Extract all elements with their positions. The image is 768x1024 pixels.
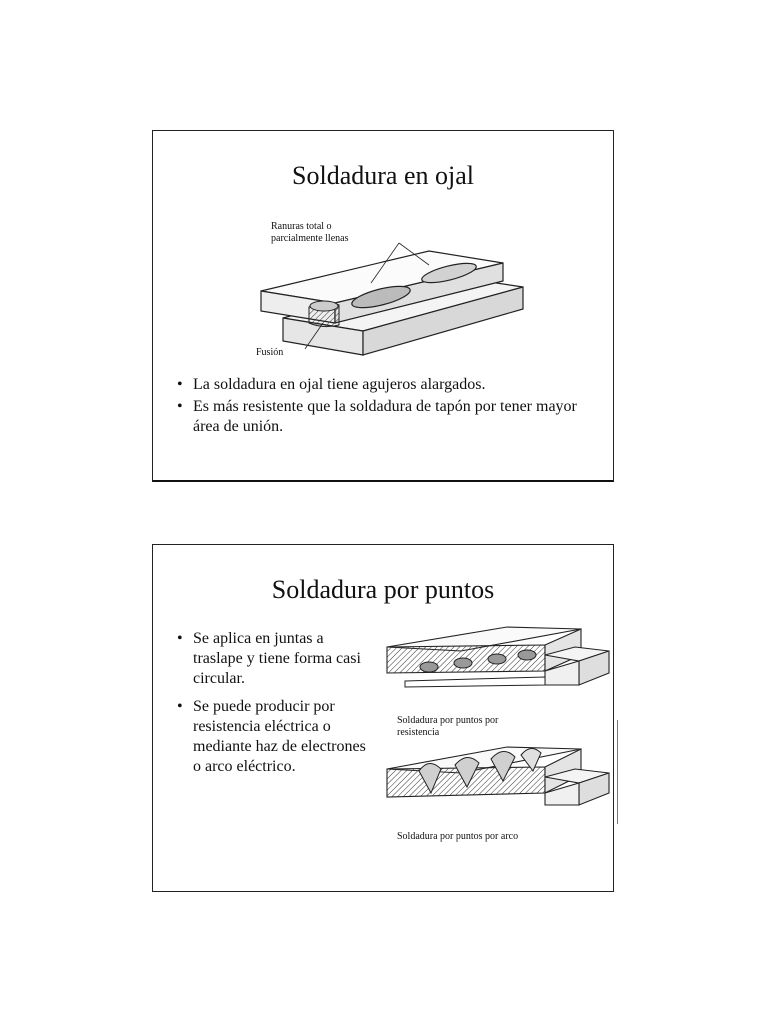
bullet-item: • Se puede producir por resistencia eléctrica o mediante haz de electrones o arco eléctrico. [173, 697, 373, 777]
bullet-item: • La soldadura en ojal tiene agujeros alargados. [173, 375, 603, 395]
slot-weld-diagram [253, 223, 533, 373]
arc-spot-weld-diagram [385, 741, 611, 817]
label-slots: Ranuras total o parcialmente llenas [271, 221, 349, 244]
caption-arc: Soldadura por puntos por arco [397, 831, 519, 842]
label-fusion: Fusión [256, 347, 284, 358]
slide-slot-weld [152, 130, 614, 482]
slide-spot-weld [152, 544, 614, 892]
slide-title: Soldadura por puntos [271, 575, 495, 604]
bullet-item: • Se aplica en juntas a traslape y tiene forma casi circular. [173, 629, 373, 689]
scan-edge-mark [617, 720, 618, 824]
slide-title: Soldadura en ojal [292, 161, 474, 190]
bullet-item: • Es más resistente que la soldadura de tapón por tener mayor área de unión. [173, 397, 603, 437]
bullet-list [173, 629, 373, 785]
bullet-list [173, 375, 603, 439]
resistance-spot-weld-diagram [385, 625, 611, 705]
caption-resistance: Soldadura por puntos por resistencia [397, 715, 499, 738]
